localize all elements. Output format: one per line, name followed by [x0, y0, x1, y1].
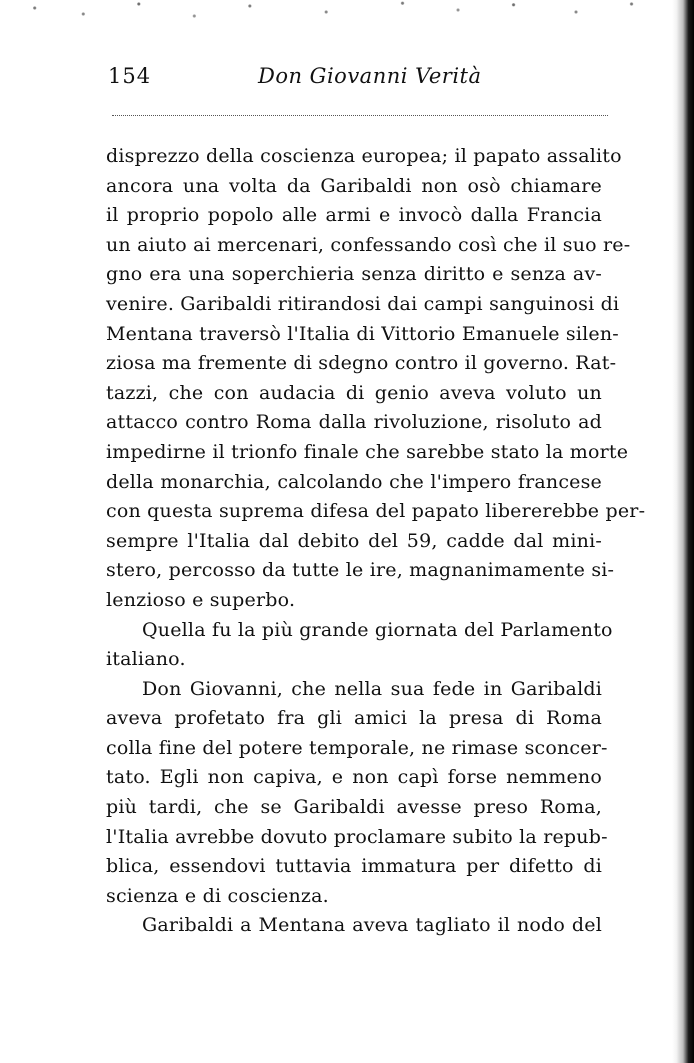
text-line: sempre l'Italia dal debito del 59, cadde dal mini-: [106, 529, 602, 552]
text-line: Garibaldi a Mentana aveva tagliato il nodo del: [142, 914, 602, 937]
text-line: un aiuto ai mercenari, confessando così che il suo re-: [106, 233, 631, 256]
text-line: con questa suprema difesa del papato libererebbe per-: [106, 500, 646, 523]
page-header: [108, 60, 608, 100]
scan-edge: [672, 0, 694, 1063]
text-line: ziosa ma fremente di sdegno contro il governo. Rat-: [106, 352, 617, 375]
text-line: tato. Egli non capiva, e non capì forse nemmeno: [106, 766, 602, 789]
text-line: Quella fu la più grande giornata del Parlamento: [142, 618, 613, 641]
running-title: Don Giovanni Verità: [258, 64, 482, 88]
text-line: Mentana traversò l'Italia di Vittorio Emanuele silen-: [106, 322, 619, 345]
text-line: stero, percosso da tutte le ire, magnanimamente si-: [106, 559, 615, 582]
text-line: disprezzo della coscienza europea; il papato assalito: [106, 145, 622, 167]
text-line: blica, essendovi tuttavia immatura per difetto di: [106, 855, 602, 878]
text-line: tazzi, che con audacia di genio aveva voluto un: [106, 381, 602, 404]
text-line: attacco contro Roma dalla rivoluzione, risoluto ad: [106, 411, 602, 434]
text-line: colla fine del potere temporale, ne rimase sconcer-: [106, 736, 608, 759]
text-line: gno era una soperchieria senza diritto e senza av-: [106, 263, 602, 286]
text-line: lenzioso e superbo.: [106, 588, 296, 611]
text-line: impedirne il trionfo finale che sarebbe stato la morte: [106, 440, 629, 463]
text-line: più tardi, che se Garibaldi avesse preso Roma,: [106, 796, 602, 819]
header-rule: [112, 115, 608, 116]
text-line: scienza e di coscienza.: [106, 884, 329, 907]
scan-noise: [0, 0, 694, 40]
page-number: 154: [108, 64, 152, 88]
text-line: il proprio popolo alle armi e invocò dalla Francia: [106, 204, 602, 227]
text-line: aveva profetato fra gli amici la presa di Roma: [106, 707, 602, 730]
text-line: l'Italia avrebbe dovuto proclamare subito la repub-: [106, 825, 608, 848]
text-line: italiano.: [106, 648, 186, 671]
text-line: venire. Garibaldi ritirandosi dai campi sanguinosi di: [106, 292, 620, 315]
text-line: della monarchia, calcolando che l'impero francese: [106, 470, 602, 493]
text-line: ancora una volta da Garibaldi non osò chiamare: [106, 174, 602, 197]
text-line: Don Giovanni, che nella sua fede in Garibaldi: [142, 677, 602, 700]
body-text: [106, 142, 646, 941]
